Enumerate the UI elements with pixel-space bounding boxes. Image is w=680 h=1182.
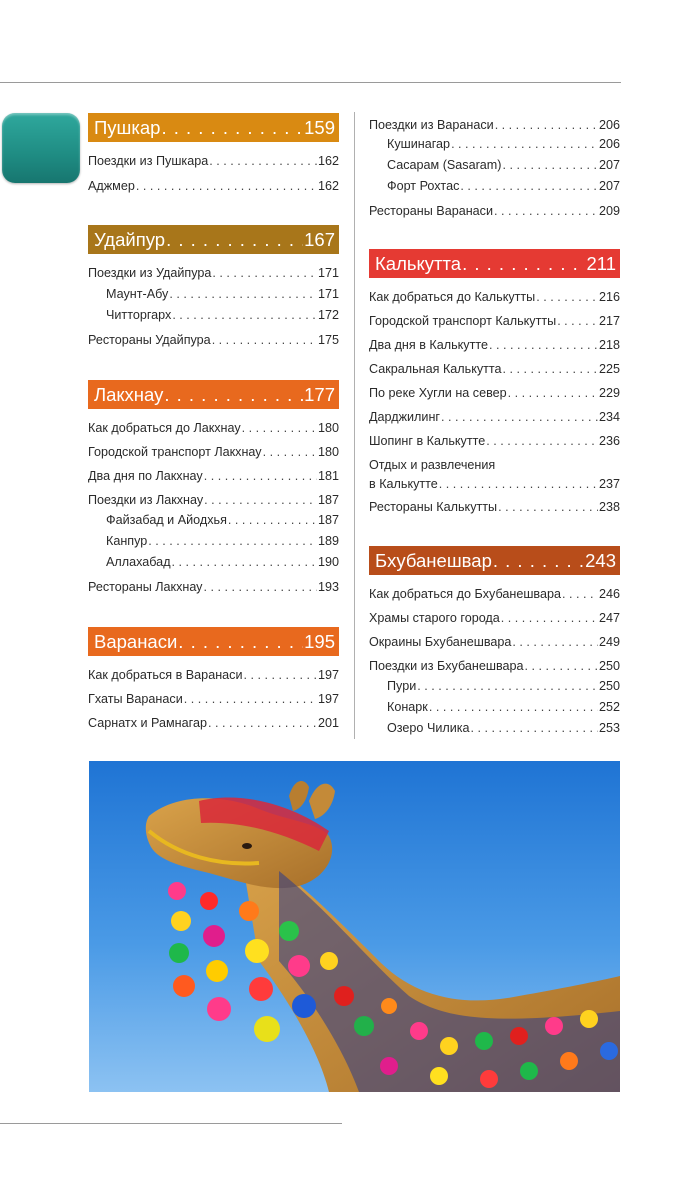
toc-entry[interactable]: Городской транспорт Лакхнау . . . 180 [88, 443, 339, 462]
toc-entry[interactable]: Рестораны Лакхнау . . . 193 [88, 578, 339, 597]
column-divider [354, 112, 355, 739]
camel-eye [242, 843, 252, 849]
toc-entry[interactable]: Как добраться до Калькутты . . . 216 [369, 288, 620, 307]
toc-entry[interactable]: Рестораны Удайпура . . . 175 [88, 331, 339, 350]
decorated-camel-photo [89, 761, 620, 1092]
toc-entry[interactable]: Городской транспорт Калькутты . . . 217 [369, 312, 620, 331]
section-heading-pushkar[interactable]: Пушкар . . . 159 [88, 113, 339, 142]
toc-subentry[interactable]: Конарк . . . 252 [369, 698, 620, 717]
toc-entry[interactable]: Поездки из Лакхнау . . . 187 [88, 491, 339, 510]
toc-entry[interactable]: Окраины Бхубанешвара . . . 249 [369, 633, 620, 652]
toc-entry[interactable]: Поездки из Варанаси . . . 206 [369, 116, 620, 135]
chapter-tab [2, 113, 80, 183]
toc-entry[interactable]: Поездки из Бхубанешвара . . . 250 [369, 657, 620, 676]
toc-subentry[interactable]: Маунт-Абу . . . 171 [88, 285, 339, 304]
toc-entry[interactable]: Как добраться в Варанаси . . . 197 [88, 666, 339, 685]
toc-entry[interactable]: По реке Хугли на север . . . 229 [369, 384, 620, 403]
toc-entry[interactable]: Гхаты Варанаси . . . 197 [88, 690, 339, 709]
section-heading-lucknow[interactable]: Лакхнау . . . 177 [88, 380, 339, 409]
toc-entry[interactable]: Два дня в Калькутте . . . 218 [369, 336, 620, 355]
toc-subentry[interactable]: Кушинагар . . . 206 [369, 135, 620, 154]
section-heading-kolkata[interactable]: Калькутта . . . 211 [369, 249, 620, 278]
toc-entry[interactable]: Храмы старого города . . . 247 [369, 609, 620, 628]
toc-entry[interactable]: Как добраться до Лакхнау . . . 180 [88, 419, 339, 438]
section-heading-bhubaneswar[interactable]: Бхубанешвар . . . 243 [369, 546, 620, 575]
toc-entry[interactable]: Рестораны Варанаси . . . 209 [369, 202, 620, 221]
toc-subentry[interactable]: Файзабад и Айодхья . . . 187 [88, 511, 339, 530]
toc-subentry[interactable]: Читторгарх . . . 172 [88, 306, 339, 325]
toc-subentry[interactable]: Форт Рохтас . . . 207 [369, 177, 620, 196]
toc-entry[interactable]: в Калькутте . . . 237 [369, 475, 620, 494]
toc-entry[interactable]: Шопинг в Калькутте . . . 236 [369, 432, 620, 451]
toc-entry[interactable]: Поездки из Удайпура . . . 171 [88, 264, 339, 283]
toc-subentry[interactable]: Озеро Чилика . . . 253 [369, 719, 620, 738]
toc-right-column [369, 113, 620, 738]
toc-entry[interactable]: Поездки из Пушкара . . . 162 [88, 152, 339, 171]
toc-subentry[interactable]: Сасарам (Sasaram) . . . 207 [369, 156, 620, 175]
toc-entry[interactable]: Два дня по Лакхнау . . . 181 [88, 467, 339, 486]
bottom-rule [0, 1123, 342, 1124]
toc-entry[interactable]: Сарнатх и Рамнагар . . . 201 [88, 714, 339, 733]
section-heading-udaipur[interactable]: Удайпур . . . 167 [88, 225, 339, 254]
toc-entry[interactable]: Рестораны Калькутты . . . 238 [369, 498, 620, 517]
toc-left-column [88, 113, 339, 733]
top-rule [0, 82, 621, 83]
toc-subentry[interactable]: Аллахабад . . . 190 [88, 553, 339, 572]
toc-entry[interactable]: Дарджилинг . . . 234 [369, 408, 620, 427]
toc-entry[interactable]: Как добраться до Бхубанешвара . . . 246 [369, 585, 620, 604]
toc-entry[interactable]: Аджмер . . . 162 [88, 177, 339, 196]
toc-entry[interactable]: Сакральная Калькутта . . . 225 [369, 360, 620, 379]
toc-subentry[interactable]: Канпур . . . 189 [88, 532, 339, 551]
toc-subentry[interactable]: Пури . . . 250 [369, 677, 620, 696]
section-heading-varanasi[interactable]: Варанаси . . . 195 [88, 627, 339, 656]
toc-entry-line1[interactable]: Отдых и развлечения [369, 458, 496, 472]
